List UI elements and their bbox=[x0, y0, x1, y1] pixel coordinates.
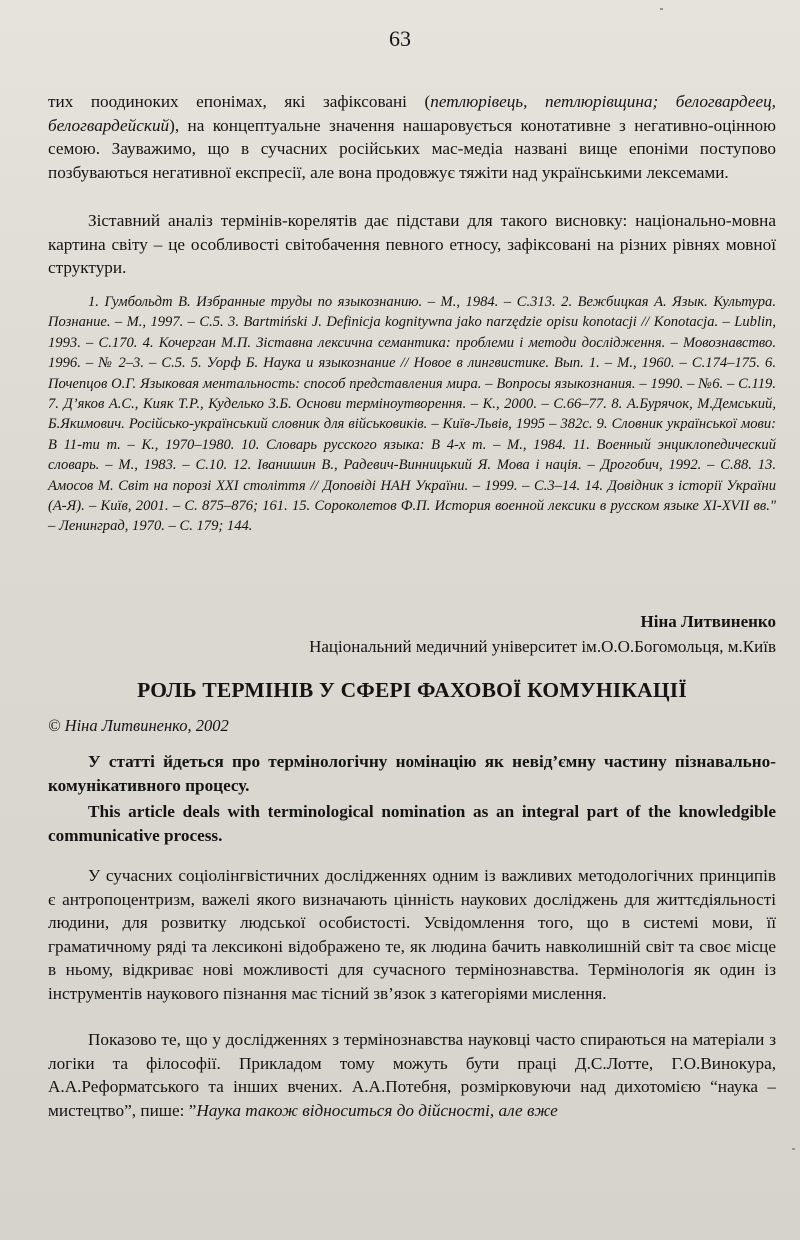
paragraph-epononyms-text-before: тих поодиноких епонімах, які зафіксовані ( bbox=[48, 92, 431, 111]
page-number: 63 bbox=[389, 26, 411, 51]
paragraph-conclusion: Зіставний аналіз термінів-корелятів дає підстави для такого висновку: національно-мовна картина світу – це особливості світобачення певного етносу, зафіксовані на різних рівнях мовної структури. bbox=[48, 211, 776, 278]
abstract-english: This article deals with terminological nomination as an integral part of the knowledgible communicative process. bbox=[48, 802, 776, 845]
abstract-ukrainian: У статті йдеться про термінологічну номінацію як невід’ємну частину пізнавально-комунікативного процесу. bbox=[48, 752, 776, 795]
author-affiliation: Національний медичний університет ім.О.О.Богомольця, м.Київ bbox=[309, 637, 776, 656]
potebnia-quote: Наука також відноситься до дійсності, але вже bbox=[196, 1100, 558, 1120]
article-title: РОЛЬ ТЕРМІНІВ У СФЕРІ ФАХОВОЇ КОМУНІКАЦІЇ bbox=[137, 678, 687, 702]
paragraph-potebnia bbox=[48, 1028, 776, 1122]
references-list: 1. Гумбольдт В. Избранные труды по языкознанию. – М., 1984. – С.313. 2. Вежбицкая А. Язык. Культура. Познание. – М., 1997. – С.5. 3. Bartmiński J. Definicja kognitywna jako narzędzie opisu konotacji // Konotacja. – Lublin, 1993. – С.170. 4. Кочерган М.П. Зіставна лексична семантика: проблеми і методи дослідження. – Мовознавство. 1996. – № 2–3. – С.5. 5. Уорф Б. Наука и языкознание // Новое в лингвистике. Вып. 1. – М., 1960. – С.174–175. 6. Почепцов О.Г. Языковая ментальность: способ представления мира. – Вопросы языкознания. – 1990. – №6. – С.119. 7. Д’яков А.С., Кияк Т.Р., Куделько З.Б. Основи терміноутворення. – К., 2000. – С.66–77. 8. А.Бурячок, М.Демський, Б.Якимович. Російсько-український словник для військовиків. – Київ-Львів, 1995 – 382с. 9. Словник української мови: В 11-ти т. – К., 1970–1980. 10. Словарь русского языка: В 4-х т. – М., 1984. 11. Военный энциклопедический словарь. – М., 1983. – С.10. 12. Іванишин В., Радевич-Винницький Я. Мова і нація. – Дрогобич, 1992. – С.88. 13. Амосов М. Світ на порозі ХХІ століття // Доповіді НАН України. – 1999. – С.3–14. 14. Довідник з історії України (А-Я). – Київ, 2001. – С. 875–876; 161. 15. Сороколетов Ф.П. История военной лексики в русском языке XI-XVII вв." – Ленинград, 1970. – С. 179; 144. bbox=[48, 294, 776, 535]
paragraph-potebnia-text: Показово те, що у дослідженнях з термінознавства науковці часто спираються на матеріали з логіки та філософії. Прикладом тому можуть бути праці Д.С.Лотте, Г.О.Винокура, А.А.Реформатського та інших вчених. А.А.Потебня, розмірковуючи над дихотомією “наука – мистецтво”, пише: ” bbox=[48, 1030, 776, 1120]
paragraph-epononyms bbox=[48, 90, 776, 184]
paragraph-anthropocentrism: У сучасних соціолінгвістичних дослідженнях одним із важливих методологічних принципів є антропоцентризм, важелі якого визначають цінність наукових досліджень для життєдіяльності людини, для розвитку людської особистості. Усвідомлення того, що в системі мови, її граматичному ряді та лексиконі відображено те, як людина бачить навколишній світ та своє місце в ньому, відкриває нові можливості для сучасного термінознавства. Термінологія як один із інструментів наукового пізнання має тісний зв’язок з категоріями мислення. bbox=[48, 866, 776, 1003]
eponym-examples: петлюрівець, петлюрівщина; белогвардеец, белогвардейский bbox=[48, 92, 776, 135]
author-name: Ніна Литвиненко bbox=[640, 612, 776, 631]
scan-speck bbox=[792, 1148, 795, 1150]
copyright-line: © Ніна Литвиненко, 2002 bbox=[48, 716, 229, 735]
paragraph-epononyms-text-after: ), на концептуальне значення нашаровується конотативне з негативно-оцінною семою. Зауважимо, що в сучасних російських мас-медіа названі вище епоніми поступово позбуваються негативної експресії, але вона продовжує тяжіти над українськими лексемами. bbox=[48, 115, 776, 182]
scan-speck bbox=[660, 8, 663, 10]
